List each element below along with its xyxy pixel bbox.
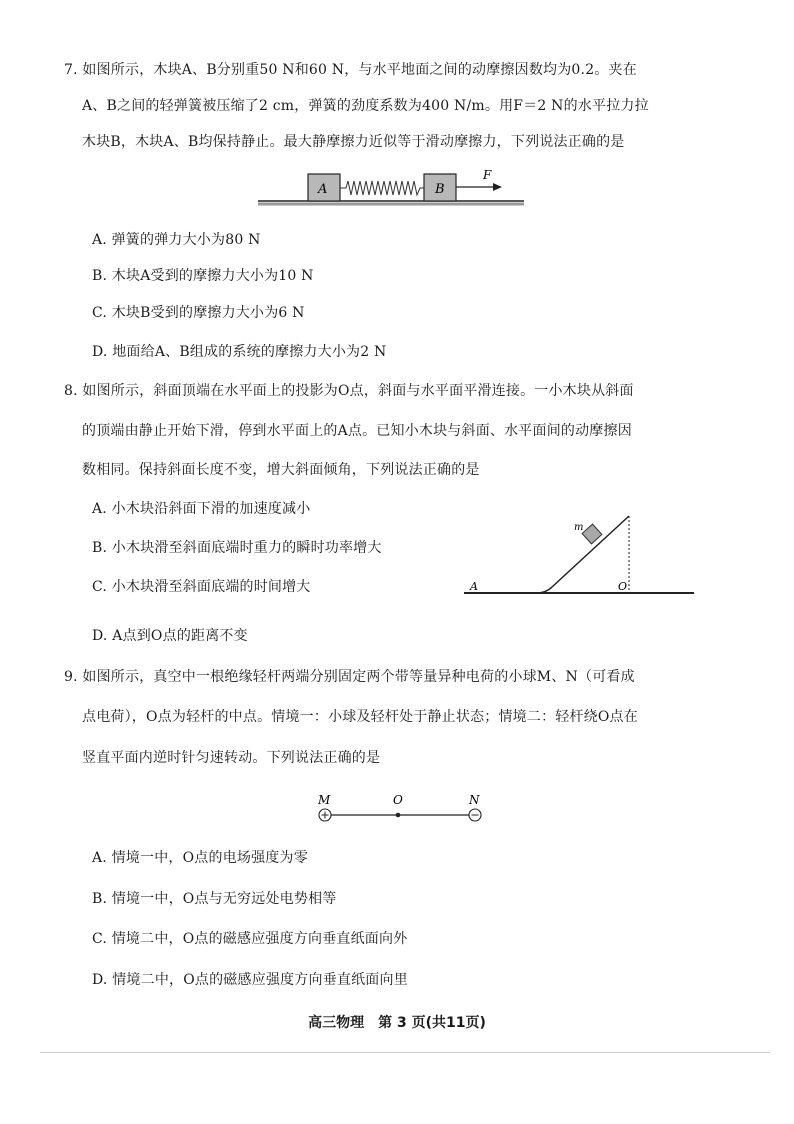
footer-divider [40,1052,770,1053]
q9-label-o: O [393,793,403,807]
q9-option-d: D. 情境二中，O点的磁感应强度方向垂直纸面向里 [92,972,408,988]
q9-stem-line-2: 点电荷），O点为轻杆的中点。情境一：小球及轻杆处于静止状态；情境二：轻杆绕O点在 [82,709,638,725]
q8-stem-line-2: 的顶端由静止开始下滑，停到水平面上的A点。已知小木块与斜面、水平面间的动摩擦因 [82,423,632,439]
q7-block-b-label: B [435,182,445,197]
q8-option-d: D. A点到O点的距离不变 [92,628,248,644]
q7-force-label: F [483,168,492,182]
q7-force-arrowhead [493,183,502,191]
q8-mass-label: m [574,522,584,533]
q9-option-a: A. 情境一中，O点的电场强度为零 [92,850,308,866]
q7-option-d: D. 地面给A、B组成的系统的摩擦力大小为2 N [92,344,387,360]
q7-option-c: C. 木块B受到的摩擦力大小为6 N [92,305,305,321]
q8-incline-figure [458,508,698,602]
q9-option-c: C. 情境二中，O点的磁感应强度方向垂直纸面向外 [92,931,408,947]
q7-option-a: A. 弹簧的弹力大小为80 N [92,232,261,248]
q8-block [582,524,602,544]
q7-option-b: B. 木块A受到的摩擦力大小为10 N [92,268,314,284]
q9-midpoint-o [396,813,401,818]
q7-stem-line-2: A、B之间的轻弹簧被压缩了2 cm，弹簧的劲度系数为400 N/m。用F＝2 N的水平拉力拉 [82,98,649,114]
q9-stem-line-3: 竖直平面内逆时针匀速转动。下列说法正确的是 [82,750,381,766]
q8-point-o-label: O [618,580,628,593]
q8-point-a-label: A [470,580,478,593]
q7-block-a-label: A [318,182,328,197]
q9-label-m: M [318,793,331,807]
q8-stem-line-1: 8. 如图所示，斜面顶端在水平面上的投影为O点，斜面与水平面平滑连接。一小木块从斜面 [64,383,634,399]
q8-stem-line-3: 数相同。保持斜面长度不变，增大斜面倾角，下列说法正确的是 [82,462,480,478]
q7-stem-line-1: 7. 如图所示，木块A、B分别重50 N和60 N，与水平地面之间的动摩擦因数均为0.2。夹在 [64,62,637,78]
q9-stem-line-1: 9. 如图所示，真空中一根绝缘轻杆两端分别固定两个带等量异种电荷的小球M、N（可看成 [64,669,635,685]
q7-spring-blocks-figure [250,164,530,210]
q7-spring [340,181,424,195]
q9-option-b: B. 情境一中，O点与无穷远处电势相等 [92,891,337,907]
q8-option-a: A. 小木块沿斜面下滑的加速度减小 [92,501,311,517]
q8-option-b: B. 小木块滑至斜面底端时重力的瞬时功率增大 [92,540,382,556]
q9-rod-figure [310,792,490,826]
q8-option-c: C. 小木块滑至斜面底端的时间增大 [92,579,311,595]
page-footer: 高三物理 第 3 页(共11页) [308,1015,486,1031]
q9-label-n: N [469,793,480,807]
q7-stem-line-3: 木块B，木块A、B均保持静止。最大静摩擦力近似等于滑动摩擦力，下列说法正确的是 [82,134,625,150]
